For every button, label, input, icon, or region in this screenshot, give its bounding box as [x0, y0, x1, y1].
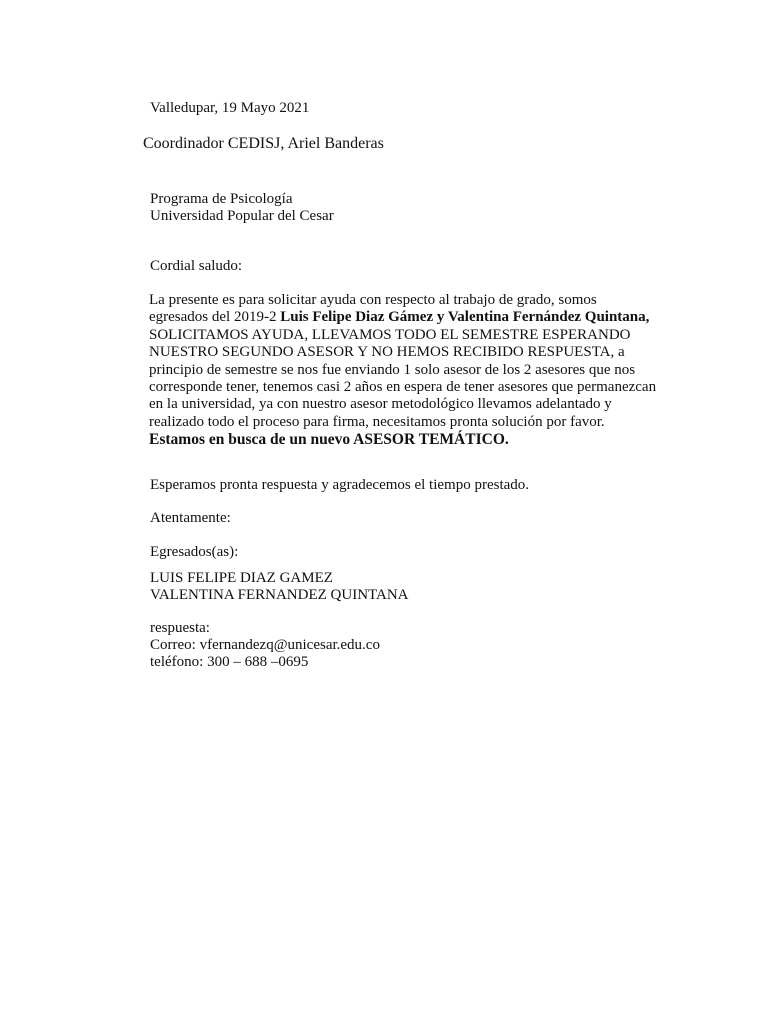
graduates-names: Luis Felipe Diaz Gámez y Valentina Fernández Quintana,: [280, 309, 650, 326]
greeting: Cordial saludo:: [150, 258, 243, 274]
contact-phone: teléfono: 300 – 688 –0695: [150, 654, 309, 670]
body-line: [149, 309, 656, 326]
body-line: realizado todo el proceso para firma, necesitamos pronta solución por favor.: [149, 413, 605, 430]
signer-name: VALENTINA FERNANDEZ QUINTANA: [150, 587, 409, 603]
place-date: Valledupar, 19 Mayo 2021: [150, 100, 310, 116]
body-line: NUESTRO SEGUNDO ASESOR Y NO HEMOS RECIBIDO RESPUESTA, a: [149, 344, 625, 361]
program-line: Programa de Psicología: [150, 191, 293, 207]
body-line: SOLICITAMOS AYUDA, LLEVAMOS TODO EL SEMESTRE ESPERANDO: [149, 326, 631, 343]
closing-regards: Atentamente:: [150, 510, 231, 526]
letter-body: [149, 292, 656, 449]
university-line: Universidad Popular del Cesar: [150, 208, 334, 224]
body-line: La presente es para solicitar ayuda con respecto al trabajo de grado, somos: [149, 292, 597, 308]
signers-label: Egresados(as):: [150, 544, 239, 560]
response-label: respuesta:: [150, 620, 210, 636]
closing-thanks: Esperamos pronta respuesta y agradecemos el tiempo prestado.: [150, 477, 530, 493]
body-text: egresados del 2019-2: [149, 309, 281, 326]
body-line: corresponde tener, tenemos casi 2 años en espera de tener asesores que permanezcan: [149, 379, 657, 396]
recipient-line: Coordinador CEDISJ, Ariel Banderas: [143, 135, 384, 152]
body-line: en la universidad, ya con nuestro asesor metodológico llevamos adelantado y: [149, 396, 612, 413]
contact-email: Correo: vfernandezq@unicesar.edu.co: [150, 637, 380, 653]
body-line: principio de semestre se nos fue enviando 1 solo asesor de los 2 asesores que nos: [149, 361, 636, 378]
signer-name: LUIS FELIPE DIAZ GAMEZ: [150, 570, 333, 586]
request-statement: Estamos en busca de un nuevo ASESOR TEMÁTICO.: [149, 431, 509, 449]
